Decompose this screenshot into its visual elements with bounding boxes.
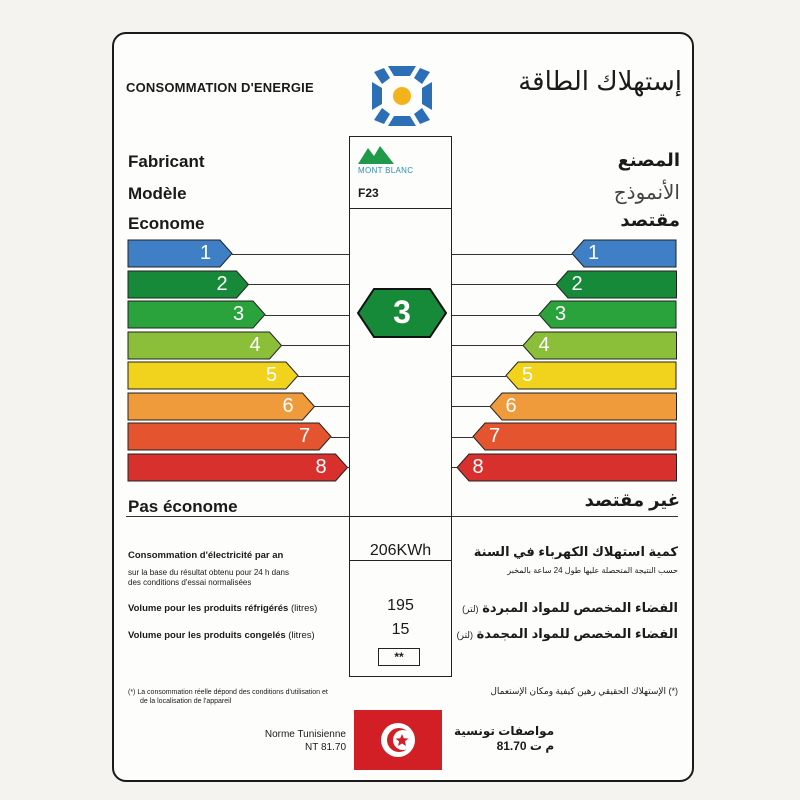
divider-line bbox=[452, 516, 678, 517]
frozen-volume-text-ar: الفضاء المخصص للمواد المجمدة bbox=[476, 626, 678, 641]
frozen-volume-unit-ar: (لتر) bbox=[456, 630, 474, 640]
scale-guide-line bbox=[265, 315, 349, 316]
mountain-icon bbox=[356, 144, 396, 166]
footnote-line: (*) La consommation réelle dépond des conditions d'utilisation et bbox=[128, 689, 328, 696]
scale-guide-line bbox=[348, 467, 350, 468]
scale-bar-right-2 bbox=[556, 271, 677, 298]
scale-guide-line bbox=[452, 284, 556, 285]
manufacturer-label-ar: المصنع bbox=[617, 150, 680, 170]
scale-bar-label: 1 bbox=[200, 242, 212, 264]
energy-class-value: 3 bbox=[393, 294, 411, 330]
consumption-number: 206 bbox=[369, 542, 397, 559]
frozen-volume-unit: (litres) bbox=[288, 630, 315, 641]
fresh-volume-unit-ar: (لتر) bbox=[462, 604, 479, 614]
frozen-volume-label-fr bbox=[128, 630, 315, 641]
model-label-fr: Modèle bbox=[128, 184, 187, 203]
scale-guide-line bbox=[452, 254, 572, 255]
scale-guide-line bbox=[452, 467, 457, 468]
scale-bar-label: 6 bbox=[505, 394, 517, 417]
scale-bar-label: 4 bbox=[538, 333, 550, 356]
scale-guide-line bbox=[315, 406, 350, 407]
scale-bar-left-8 bbox=[128, 454, 350, 481]
title-fr: CONSOMMATION D'ENERGIE bbox=[126, 80, 314, 95]
manufacturer-label-fr: Fabricant bbox=[128, 152, 205, 171]
energy-class-badge bbox=[356, 287, 448, 339]
scale-guide-line bbox=[331, 437, 349, 438]
scale-bar-label: 5 bbox=[266, 364, 278, 386]
scale-guide-line bbox=[249, 284, 350, 285]
standard-name-ar: مواصفات تونسية bbox=[454, 724, 555, 738]
footnote-ar: (*) الإستهلاك الحقيقي رهين كيفية ومكان الإستعمال bbox=[490, 686, 678, 696]
scale-bar-right-6 bbox=[490, 393, 677, 420]
scale-bar-right-8 bbox=[457, 454, 677, 481]
footnote-line: de la localisation de l'appareil bbox=[140, 698, 232, 705]
standard-name: Norme Tunisienne bbox=[264, 729, 346, 740]
consumption-note-ar: حسب النتيجة المتحصلة عليها طول 24 ساعة بالمخبر bbox=[507, 566, 678, 575]
scale-guide-line bbox=[452, 376, 506, 377]
scale-bar-left-1 bbox=[128, 240, 234, 267]
divider-line bbox=[126, 516, 350, 517]
standard-fr bbox=[258, 728, 346, 754]
fresh-volume-text: Volume pour les produits réfrigérés bbox=[128, 603, 289, 614]
divider-line bbox=[349, 560, 452, 561]
divider-line bbox=[349, 208, 452, 209]
fresh-volume-label-fr bbox=[128, 603, 317, 614]
consumption-unit: KWh bbox=[396, 542, 432, 559]
efficient-label-fr: Econome bbox=[128, 214, 205, 233]
scale-guide-line bbox=[298, 376, 349, 377]
scale-bar-left-4 bbox=[128, 332, 284, 359]
standard-code-ar: م ت 81.70 bbox=[496, 739, 555, 753]
scale-bar-label: 7 bbox=[489, 425, 501, 447]
scale-bar-label: 3 bbox=[233, 303, 245, 325]
scale-guide-line bbox=[452, 315, 539, 316]
scale-bar-label: 2 bbox=[216, 272, 228, 295]
footnote-fr bbox=[128, 688, 348, 706]
inefficient-label-ar: غير مقتصد bbox=[584, 490, 680, 510]
scale-bar-left-3 bbox=[128, 301, 267, 328]
scale-bar-right-5 bbox=[506, 362, 676, 389]
frozen-volume-value: 15 bbox=[391, 621, 410, 638]
scale-bar-label: 2 bbox=[571, 272, 583, 295]
consumption-label-ar: كمية استهلاك الكهرباء في السنة bbox=[473, 544, 678, 559]
consumption-note-line: des conditions d'essai normalisées bbox=[128, 578, 252, 587]
consumption-label-fr: Consommation d'électricité par an bbox=[128, 550, 284, 561]
standard-code: NT 81.70 bbox=[305, 742, 346, 753]
scale-bar-left-2 bbox=[128, 271, 251, 298]
scale-guide-line bbox=[452, 437, 473, 438]
fresh-volume-label-ar bbox=[462, 600, 678, 616]
frozen-volume-label-ar bbox=[457, 626, 678, 642]
scale-bar-right-1 bbox=[572, 240, 676, 267]
scale-guide-line bbox=[452, 406, 490, 407]
model-value: F23 bbox=[358, 186, 379, 200]
frozen-volume-text: Volume pour les produits congelés bbox=[128, 630, 286, 641]
efficient-label-ar: مقتصد bbox=[620, 210, 680, 230]
fresh-volume-unit: (litres) bbox=[290, 603, 318, 614]
energy-agency-logo bbox=[368, 62, 436, 130]
model-label-ar: الأنموذج bbox=[613, 182, 680, 204]
inefficient-label-fr: Pas économe bbox=[128, 497, 238, 516]
consumption-note-fr bbox=[128, 568, 289, 588]
consumption-value bbox=[349, 542, 452, 560]
scale-guide-line bbox=[282, 345, 350, 346]
scale-bar-label: 3 bbox=[555, 303, 567, 325]
scale-bar-label: 5 bbox=[522, 364, 534, 386]
scale-bar-left-6 bbox=[128, 393, 317, 420]
brand-logo bbox=[356, 144, 450, 180]
center-column bbox=[349, 136, 452, 677]
scale-bar-right-4 bbox=[523, 332, 677, 359]
fresh-volume-text-ar: الفضاء المخصص للمواد المبردة bbox=[482, 600, 678, 615]
freezer-star-rating: ** bbox=[378, 648, 420, 666]
scale-guide-line bbox=[452, 345, 523, 346]
scale-bar-right-3 bbox=[539, 301, 676, 328]
fresh-volume-value: 195 bbox=[387, 597, 414, 614]
brand-name: MONT BLANC bbox=[358, 166, 414, 175]
scale-bar-label: 1 bbox=[588, 242, 600, 264]
scale-bar-left-7 bbox=[128, 423, 333, 450]
standard-ar bbox=[454, 724, 554, 754]
scale-guide-line bbox=[232, 254, 349, 255]
scale-bar-label: 8 bbox=[472, 455, 484, 478]
scale-bar-right-7 bbox=[473, 423, 676, 450]
consumption-note-line: sur la base du résultat obtenu pour 24 h dans bbox=[128, 568, 289, 577]
divider-line bbox=[349, 516, 452, 517]
flag-emblem-icon bbox=[354, 710, 442, 770]
scale-bar-label: 8 bbox=[315, 455, 327, 478]
title-ar: إستهلاك الطاقة bbox=[518, 66, 682, 96]
scale-bar-label: 6 bbox=[282, 394, 294, 417]
tunisia-flag bbox=[354, 710, 442, 770]
scale-bar-left-5 bbox=[128, 362, 300, 389]
scale-bar-label: 7 bbox=[299, 425, 311, 447]
scale-bar-label: 4 bbox=[249, 333, 261, 356]
